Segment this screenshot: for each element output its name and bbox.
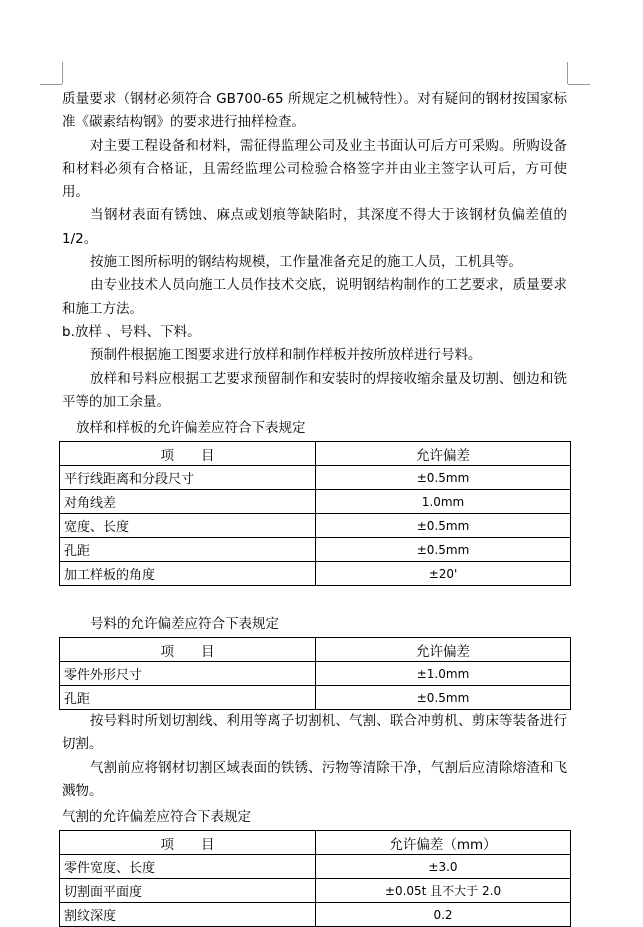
crop-mark-left-horizontal — [40, 84, 62, 85]
table-header-row — [60, 638, 571, 662]
table-cell: ±0.5mm — [316, 466, 571, 490]
header-cell: 项 目 — [60, 442, 316, 466]
paragraph: 气割前应将钢材切割区域表面的铁锈、污物等清除干净，气割后应清除熔渣和飞溅物。 — [62, 759, 567, 800]
header-cell: 允许偏差 — [316, 638, 571, 662]
section-heading-b: b.放样 、号料、下料。 — [62, 323, 201, 340]
table-row — [60, 466, 571, 490]
table-cell: 切割面平面度 — [60, 879, 316, 903]
layout-tolerance-table — [59, 441, 571, 586]
table-cell: ±0.5mm — [316, 538, 571, 562]
table-row — [60, 490, 571, 514]
table-cell: 加工样板的角度 — [60, 562, 316, 586]
crop-mark-right-horizontal — [568, 84, 590, 85]
table-row — [60, 903, 571, 927]
table-cell: ±0.05t 且不大于 2.0 — [316, 879, 571, 903]
header-cell: 允许偏差 — [316, 442, 571, 466]
table-caption: 放样和样板的允许偏差应符合下表规定 — [76, 420, 306, 437]
table-header-row — [60, 442, 571, 466]
paragraph: 按号料时所划切割线、利用等离子切割机、气割、联合冲剪机、剪床等装备进行切割。 — [62, 713, 567, 753]
paragraph: 由专业技术人员向施工人员作技术交底，说明钢结构制作的工艺要求，质量要求和施工方法。 — [62, 277, 567, 317]
table-cell: 孔距 — [60, 686, 316, 710]
table-row — [60, 855, 571, 879]
table-row — [60, 686, 571, 710]
table-cell: ±0.5mm — [316, 686, 571, 710]
paragraph: 当钢材表面有锈蚀、麻点或划痕等缺陷时，其深度不得大于该钢材负偏差值的 1/2。 — [62, 207, 567, 247]
table-cell: ±3.0 — [316, 855, 571, 879]
table-cell: ±20' — [316, 562, 571, 586]
table-row — [60, 879, 571, 903]
header-cell: 允许偏差（mm） — [316, 831, 571, 855]
table-caption: 气割的允许偏差应符合下表规定 — [62, 809, 251, 826]
table-cell: 0.2 — [316, 903, 571, 927]
header-cell: 项 目 — [60, 638, 316, 662]
table-row — [60, 662, 571, 686]
crop-mark-left-vertical — [62, 62, 63, 84]
table-row — [60, 514, 571, 538]
table-cell: ±0.5mm — [316, 514, 571, 538]
table-row — [60, 562, 571, 586]
table-row — [60, 538, 571, 562]
table-cell: 零件宽度、长度 — [60, 855, 316, 879]
table-cell: 宽度、长度 — [60, 514, 316, 538]
table-cell: 对角线差 — [60, 490, 316, 514]
table-cell: 割纹深度 — [60, 903, 316, 927]
gas-cutting-tolerance-table — [59, 830, 571, 927]
crop-mark-right-vertical — [567, 62, 568, 84]
document-body — [62, 88, 567, 927]
table-cell: 1.0mm — [316, 490, 571, 514]
paragraph: 按施工图所标明的钢结构规模，工作量准备充足的施工人员，工机具等。 — [90, 254, 522, 271]
paragraph: 放样和号料应根据工艺要求预留制作和安装时的焊接收缩余量及切割、刨边和铣平等的加工余量。 — [62, 370, 567, 410]
table-header-row — [60, 831, 571, 855]
table-cell: ±1.0mm — [316, 662, 571, 686]
table-cell: 平行线距离和分段尺寸 — [60, 466, 316, 490]
spacer — [62, 586, 567, 610]
header-cell: 项 目 — [60, 831, 316, 855]
table-cell: 孔距 — [60, 538, 316, 562]
paragraph: 预制件根据施工图要求进行放样和制作样板并按所放样进行号料。 — [90, 347, 482, 364]
paragraph: 质量要求（钢材必须符合 GB700-65 所规定之机械特性）。对有疑问的钢材按国家标准《碳素结构钢》的要求进行抽样检查。 — [62, 91, 567, 131]
table-caption: 号料的允许偏差应符合下表规定 — [90, 616, 279, 633]
paragraph: 对主要工程设备和材料，需征得监理公司及业主书面认可后方可采购。所购设备和材料必须有合格证，且需经监理公司检验合格签字并由业主签字认可后，方可使用。 — [62, 137, 567, 201]
table-cell: 零件外形尺寸 — [60, 662, 316, 686]
marking-tolerance-table — [59, 637, 571, 710]
